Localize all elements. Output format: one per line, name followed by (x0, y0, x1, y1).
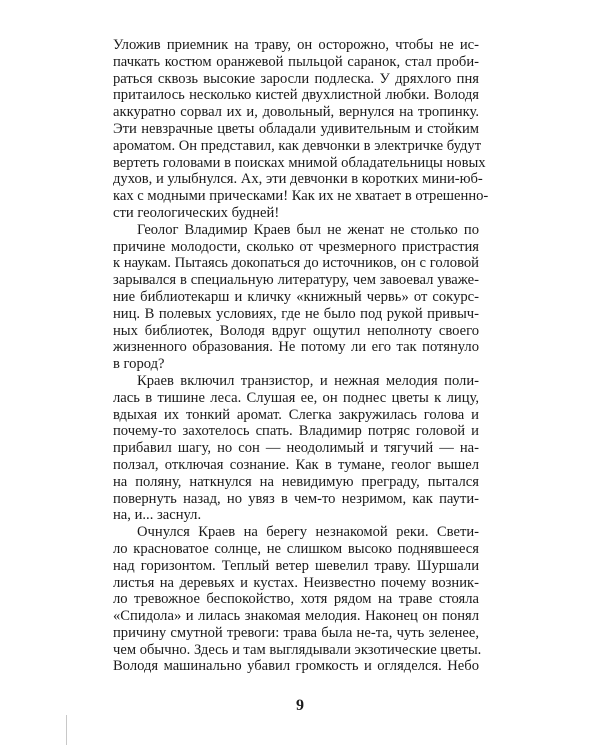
paragraph-4-line: Володя машинально убавил громкость и огляделся. Небо (113, 658, 479, 675)
paragraph-4-line: ло тревожное беспокойство, хотя рядом на траве стояла (113, 591, 479, 608)
paragraph-1-line: аккуратно сорвал их и, довольный, вернулся на тропинку. (113, 104, 479, 121)
paragraph-3-line: повернуть назад, но увяз в чем-то незримом, как паути- (113, 490, 479, 507)
paragraph-3-line: прибавил шагу, но сон — неодолимый и тягучий — на- (113, 440, 479, 457)
paragraph-2-line: Геолог Владимир Краев был не женат не столько по (137, 221, 479, 238)
paragraph-2-line: жизненного образования. Не потому ли его так потянуло (113, 339, 479, 356)
paragraph-1-line: Эти невзрачные цветы обладали удивительным и стойким (113, 120, 479, 137)
paragraph-3-line: почему-то захотелось спать. Владимир потряс головой и (113, 423, 479, 440)
paragraph-4-line: причину смутной тревоги: трава была не-та, чуть зеленее, (113, 624, 479, 641)
paragraph-1-line: Уложив приемник на траву, он осторожно, чтобы не ис- (113, 37, 479, 53)
scan-edge-mark (66, 715, 67, 745)
paragraph-4-line: ло красноватое солнце, не слишком высоко поднявшееся (113, 540, 479, 557)
paragraph-4-line: «Спидола» и лилась знакомая мелодия. Наконец он понял (113, 608, 479, 625)
paragraph-2-line: ниц. В полевых условиях, где не было под рукой привыч- (113, 305, 479, 322)
paragraph-3-line: Краев включил транзистор, и нежная мелодия поли- (137, 372, 479, 389)
paragraph-2-line: в город? (113, 356, 165, 373)
paragraph-1-line: притаилось несколько кистей двухлистной любки. Володя (113, 87, 479, 104)
paragraph-1-line: пачкать костюм оранжевой пыльцой саранок, стал проби- (113, 53, 479, 70)
paragraph-4-line: Очнулся Краев на берегу незнакомой реки. Свети- (137, 524, 479, 541)
paragraph-3-line: на, и... заснул. (113, 507, 202, 524)
paragraph-2-line: ных библиотек, Володя вдруг ощутил неполноту своего (113, 322, 479, 339)
paragraph-3-line: вдыхая их тонкий аромат. Слегка закружилась голова и (113, 406, 479, 423)
paragraph-1-line: сти геологических будней! (113, 204, 280, 221)
paragraph-2-line: к наукам. Пытаясь докопаться до источников, он с головой (113, 255, 479, 272)
paragraph-4-line: листья на деревьях и кустах. Неизвестно почему возник- (113, 574, 479, 591)
paragraph-1-line: вертеть головами в поисках мнимой обладательницы новых (113, 154, 486, 171)
paragraph-4-line: над горизонтом. Теплый ветер шевелил траву. Шуршали (113, 557, 479, 574)
paragraph-1-line: раться сквозь высокие заросли подлеска. У дряхлого пня (113, 70, 479, 87)
paragraph-2-line: зарывался в специальную литературу, чем завоевал уваже- (113, 272, 479, 289)
paragraph-3-line: ползал, отключая сознание. Как в тумане, геолог вышел (113, 456, 479, 473)
paragraph-2-line: причине молодости, сколько от чрезмерного пристрастия (113, 238, 479, 255)
paragraph-1-line: ароматом. Он представил, как девчонки в электричке будут (113, 137, 482, 154)
paragraph-3-line: лась в тишине леса. Слушая ее, он поднес цветы к лицу, (113, 389, 479, 406)
paragraph-3-line: на поляну, наткнулся на невидимую преграду, пытался (113, 473, 479, 490)
paragraph-2-line: ние библиотекарш и кличку «книжный червь» от сокурс- (113, 288, 479, 305)
paragraph-1-line: ках с модными прическами! Как их не хватает в отрешенно- (113, 188, 489, 205)
paragraph-1-line: духов, и улыбнулся. Ах, эти девчонки в коротких мини-юб- (113, 171, 483, 188)
paragraph-4-line: чем обычно. Здесь и там выглядывали экзотические цветы. (113, 641, 482, 658)
page-text (113, 37, 489, 675)
page-number: 9 (296, 697, 304, 714)
